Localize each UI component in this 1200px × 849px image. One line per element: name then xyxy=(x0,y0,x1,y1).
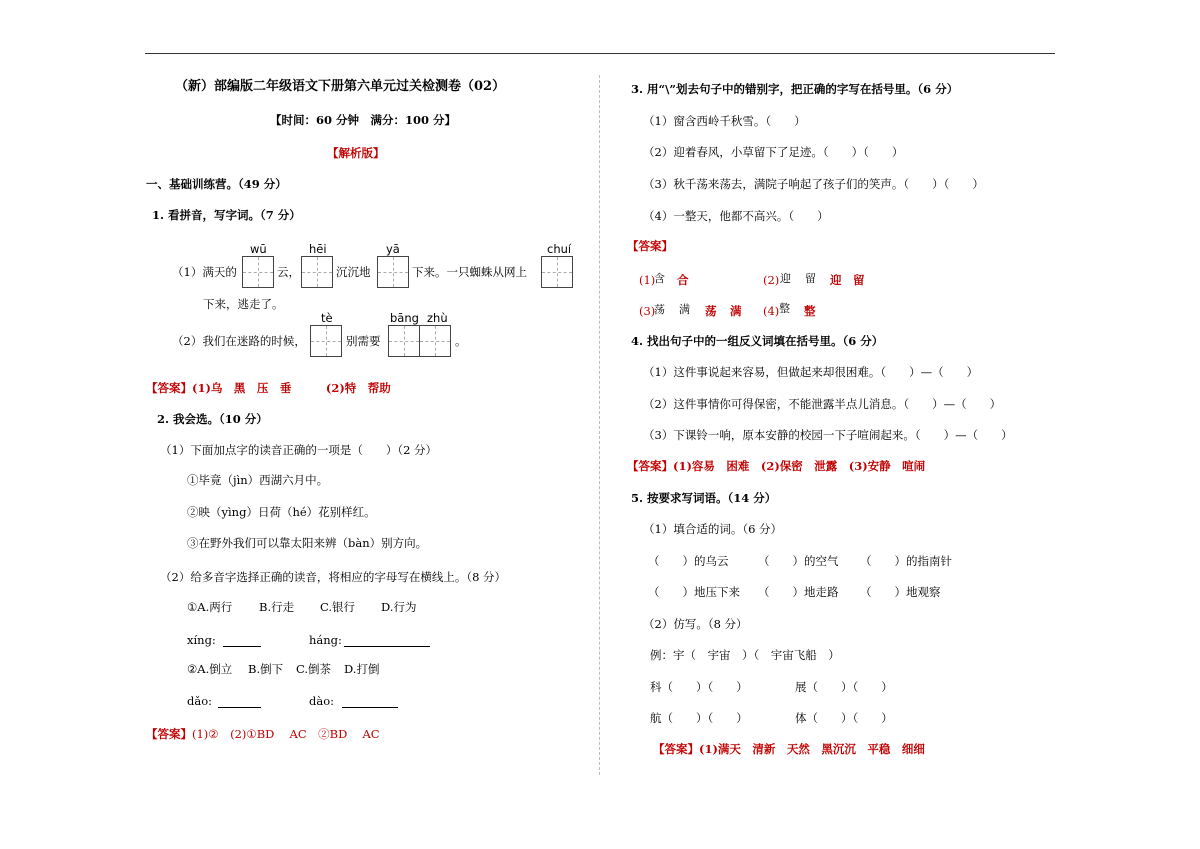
q3-a1-num: (1) xyxy=(639,273,656,287)
q3-a1-fix: 合 xyxy=(677,273,689,287)
q4-heading: 4. 找出句子中的一组反义词填在括号里。（6 分） xyxy=(631,334,884,348)
column-divider xyxy=(599,75,600,775)
crossed-word-han: 含 xyxy=(654,272,665,285)
q1-p1-t4: 下来。一只蜘蛛从网上 xyxy=(412,265,527,279)
char-box[interactable] xyxy=(310,325,342,357)
q2-row1-c: C.银行 xyxy=(320,600,356,614)
q4-answer: 【答案】(1)容易 困难 (2)保密 泄露 (3)安静 喧闹 xyxy=(627,459,926,473)
pinyin-bang: bāng xyxy=(390,311,419,325)
q5-r1-c: （ ）的指南针 xyxy=(860,554,952,568)
q5-heading: 5. 按要求写词语。（14 分） xyxy=(631,491,777,505)
char-box[interactable] xyxy=(388,325,420,357)
q2-option2: ②映（yìng）日荷（hé）花别样红。 xyxy=(187,505,376,519)
q5-r2-b: （ ）地走路 xyxy=(758,585,839,599)
crossed-word-zheng: 整 xyxy=(779,302,790,315)
pinyin-wu: wū xyxy=(250,242,267,256)
char-box[interactable] xyxy=(541,256,573,288)
q3-answer-label: 【答案】 xyxy=(627,239,673,253)
q3-heading: 3. 用“\”划去句子中的错别字，把正确的字写在括号里。（6 分） xyxy=(631,82,959,96)
page-title: （新）部编版二年级语文下册第六单元过关检测卷（02） xyxy=(175,79,506,94)
char-box[interactable] xyxy=(301,256,333,288)
q3-a4-fix: 整 xyxy=(804,304,816,318)
q3-line1: （1）窗含西岭千秋雪。（ ） xyxy=(643,114,806,128)
q4-line1: （1）这件事说起来容易，但做起来却很困难。（ ）—（ ） xyxy=(643,365,979,379)
q1-answer: 【答案】(1)乌 黑 压 垂 (2)特 帮助 xyxy=(146,381,391,395)
q3-line3: （3）秋千荡来荡去，满院子响起了孩子们的笑声。（ ）（ ） xyxy=(643,177,984,191)
pinyin-hei: hēi xyxy=(309,242,327,256)
q3-a2-fix2: 留 xyxy=(853,273,865,287)
q1-p1-t3: 沉沉地 xyxy=(336,265,371,279)
q2-hang-label: háng: xyxy=(309,633,342,647)
q5-example: 例：宇（ 宇宙 ）（ 宇宙飞船 ） xyxy=(650,648,840,662)
q3-a4-num: (4) xyxy=(763,304,780,318)
q1-heading: 1. 看拼音，写字词。（7 分） xyxy=(152,208,301,222)
q5-sub1: （1）填合适的词。（6 分） xyxy=(643,522,783,536)
q2-row2-c: C.倒茶 xyxy=(296,662,332,676)
q2-dao3-label: dǎo: xyxy=(187,694,213,708)
pinyin-te: tè xyxy=(321,311,333,325)
edition-label: 【解析版】 xyxy=(327,146,385,160)
char-box[interactable] xyxy=(419,325,451,357)
q5-sub2: （2）仿写。（8 分） xyxy=(643,617,748,631)
crossed-word-liu: 留 xyxy=(805,272,816,285)
q1-p2-t2: 别需要 xyxy=(346,334,381,348)
crossed-word-ying: 迎 xyxy=(780,272,791,285)
pinyin-chui: chuí xyxy=(547,242,572,256)
q5-w1-b: 展（ ）（ ） xyxy=(795,680,893,694)
pinyin-zhu: zhù xyxy=(427,311,448,325)
q2-sub2: （2）给多音字选择正确的读音，将相应的字母写在横线上。（8 分） xyxy=(160,570,507,584)
answer-label: 【答案】 xyxy=(146,727,192,741)
char-box[interactable] xyxy=(242,256,274,288)
q1-p2-t3: 。 xyxy=(455,334,467,348)
q2-option1: ①毕竟（jìn）西湖六月中。 xyxy=(187,473,329,487)
q3-a3-fix2: 满 xyxy=(730,304,742,318)
q3-line2: （2）迎着春风，小草留下了足迹。（ ）（ ） xyxy=(643,145,904,159)
q3-a2-fix1: 迎 xyxy=(830,273,842,287)
q2-row2-d: D.打倒 xyxy=(344,662,380,676)
q5-r1-a: （ ）的乌云 xyxy=(648,554,729,568)
q2-xing-label: xíng: xyxy=(187,633,216,647)
crossed-word-man: 满 xyxy=(679,303,690,316)
answer-blank[interactable] xyxy=(218,707,261,708)
q2-row1-a: ①A.两行 xyxy=(187,600,233,614)
q1-p1-pre: （1）满天的 xyxy=(172,265,237,279)
q3-line4: （4）一整天，他都不高兴。（ ） xyxy=(643,209,829,223)
q1-p2-pre: （2）我们在迷路的时候， xyxy=(172,334,306,348)
q2-answer-line xyxy=(146,727,380,741)
q5-r2-a: （ ）地压下来 xyxy=(648,585,740,599)
q5-w1-a: 科（ ）（ ） xyxy=(650,680,748,694)
char-box[interactable] xyxy=(377,256,409,288)
q5-w2-b: 体（ ）（ ） xyxy=(795,711,893,725)
q1-p1-t5: 下来，逃走了。 xyxy=(203,297,284,311)
q2-dao4-label: dào: xyxy=(309,694,335,708)
pinyin-ya: yā xyxy=(386,242,400,256)
answer-blank[interactable] xyxy=(223,646,261,647)
answer-blank[interactable] xyxy=(344,646,430,647)
crossed-word-dang: 荡 xyxy=(654,303,665,316)
q3-a3-fix1: 荡 xyxy=(705,304,717,318)
q2-row1-d: D.行为 xyxy=(381,600,417,614)
q2-row2-b: B.倒下 xyxy=(248,662,284,676)
q2-row1-b: B.行走 xyxy=(259,600,295,614)
q3-a2-num: (2) xyxy=(763,273,780,287)
q5-r2-c: （ ）地观察 xyxy=(860,585,941,599)
time-info: 【时间：60 分钟 满分：100 分】 xyxy=(270,113,457,127)
section-heading: 一、基础训练营。（49 分） xyxy=(146,177,287,191)
q2-sub1: （1）下面加点字的读音正确的一项是（ ）（2 分） xyxy=(160,443,438,457)
q4-line3: （3）下课铃一响，原本安静的校园一下子喧闹起来。（ ）—（ ） xyxy=(643,428,1013,442)
q4-line2: （2）这件事情你可得保密，不能泄露半点儿消息。（ ）—（ ） xyxy=(643,397,1002,411)
q5-w2-a: 航（ ）（ ） xyxy=(650,711,748,725)
answer-blank[interactable] xyxy=(342,707,398,708)
q1-p1-t2: 云， xyxy=(277,265,300,279)
q2-option3: ③在野外我们可以靠太阳来辨（bàn）别方向。 xyxy=(187,536,428,550)
q3-a3-num: (3) xyxy=(639,304,656,318)
q5-r1-b: （ ）的空气 xyxy=(758,554,839,568)
q2-row2-a: ②A.倒立 xyxy=(187,662,233,676)
q5-answer: 【答案】(1)满天 清新 天然 黑沉沉 平稳 细细 xyxy=(653,742,925,756)
top-rule xyxy=(145,53,1055,54)
q2-heading: 2. 我会选。（10 分） xyxy=(157,412,268,426)
q2-answer: (1)② (2)①BD AC ②BD AC xyxy=(192,727,380,741)
